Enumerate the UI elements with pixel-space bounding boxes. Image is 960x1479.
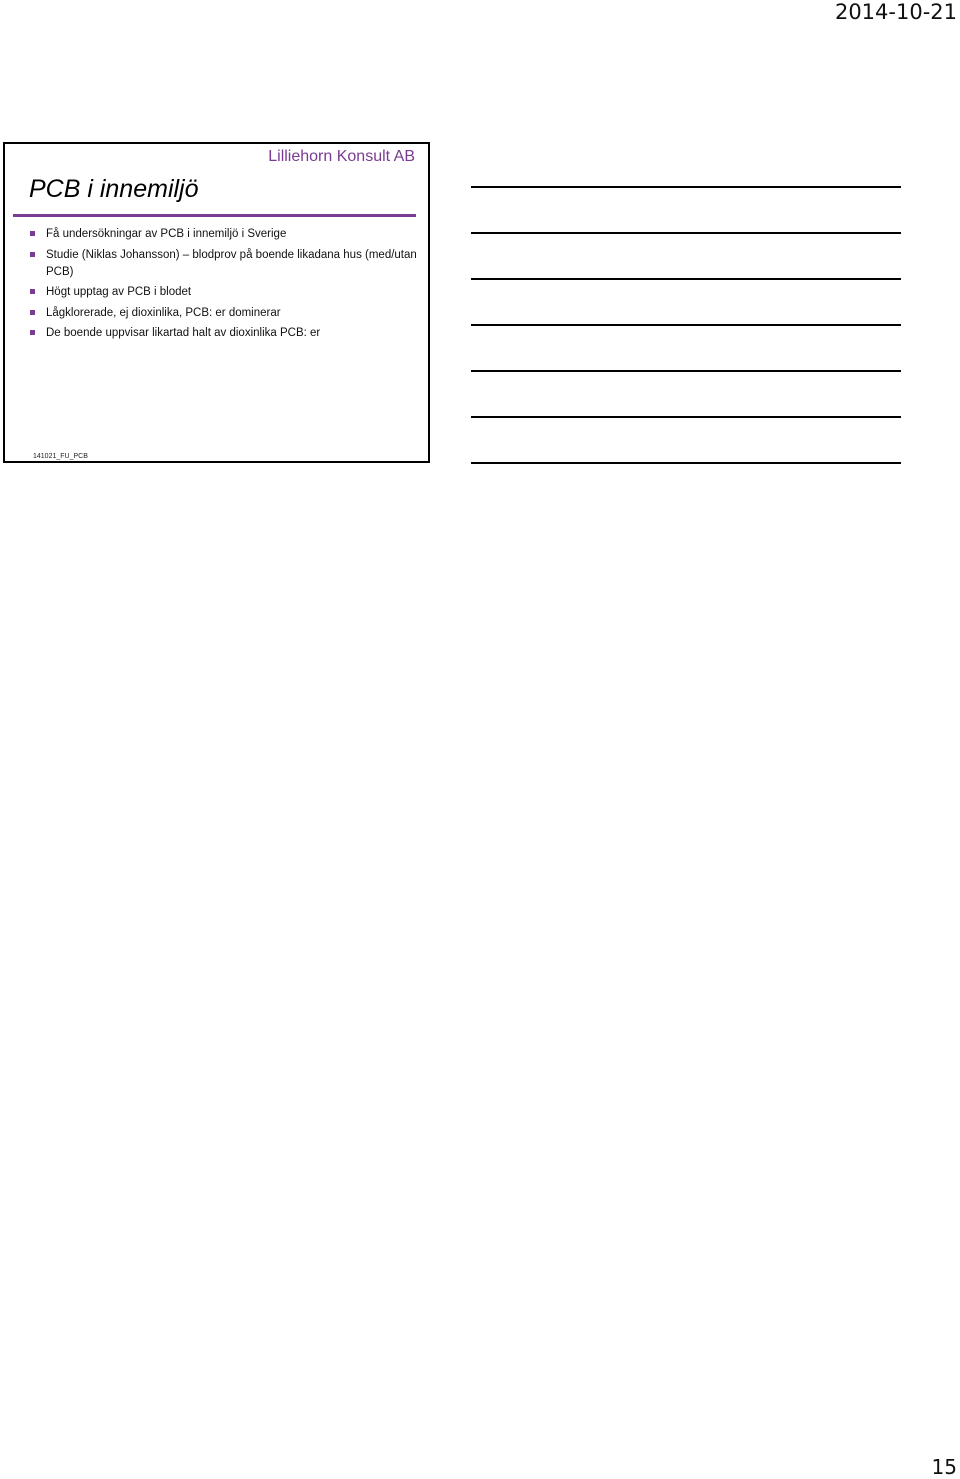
note-line <box>471 278 901 280</box>
square-bullet-icon <box>30 231 35 236</box>
company-name: Lilliehorn Konsult AB <box>268 148 415 165</box>
note-line <box>471 232 901 234</box>
bullet-list <box>30 226 420 346</box>
note-line <box>471 324 901 326</box>
page-number: 15 <box>931 1455 957 1479</box>
title-divider <box>13 214 416 217</box>
notes-lines <box>471 186 901 508</box>
square-bullet-icon <box>30 289 35 294</box>
list-item <box>30 226 420 243</box>
slide-thumbnail <box>3 142 430 463</box>
note-line <box>471 416 901 418</box>
bullet-text: Studie (Niklas Johansson) – blodprov på boende likadana hus (med/utan PCB) <box>46 248 417 278</box>
list-item <box>30 325 420 342</box>
note-line <box>471 462 901 464</box>
square-bullet-icon <box>30 252 35 257</box>
list-item <box>30 305 420 322</box>
list-item <box>30 247 420 281</box>
bullet-text: Få undersökningar av PCB i innemiljö i Sverige <box>46 228 287 240</box>
slide-footer: 141021_FU_PCB <box>33 453 88 460</box>
list-item <box>30 284 420 301</box>
bullet-text: De boende uppvisar likartad halt av dioxinlika PCB: er <box>46 327 321 339</box>
bullet-text: Lågklorerade, ej dioxinlika, PCB: er dominerar <box>46 306 281 319</box>
note-line <box>471 370 901 372</box>
square-bullet-icon <box>30 310 35 315</box>
bullet-text: Högt upptag av PCB i blodet <box>46 286 192 298</box>
note-line <box>471 186 901 188</box>
square-bullet-icon <box>30 330 35 335</box>
slide-title: PCB i innemiljö <box>29 175 199 203</box>
page-date: 2014-10-21 <box>834 0 957 24</box>
